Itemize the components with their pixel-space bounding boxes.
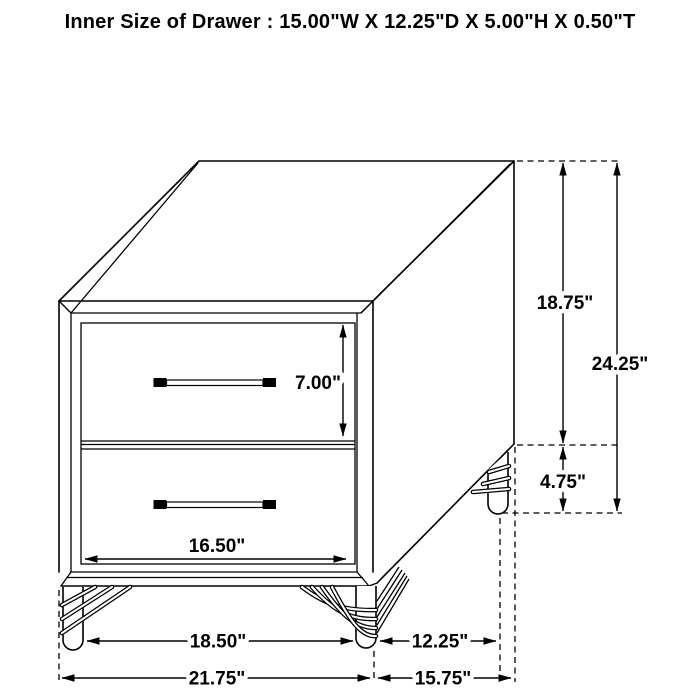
drawer-2 xyxy=(154,500,277,509)
dimension-overall-height xyxy=(592,163,649,511)
base-molding xyxy=(61,572,377,586)
dimension-overall-depth xyxy=(378,669,511,690)
dimension-drawer-front-height xyxy=(295,325,343,436)
dimension-case-height xyxy=(537,163,594,443)
leg-height-label: 4.75" xyxy=(540,472,586,493)
overall-height-label: 24.25" xyxy=(591,354,649,375)
drawer-2-handle xyxy=(154,500,277,509)
top-bevel-left xyxy=(71,163,198,313)
page-title: Inner Size of Drawer : 15.00"W X 12.25"D X 5.00"H X 0.50"T xyxy=(64,11,636,33)
drawer-1 xyxy=(154,378,277,387)
drawer-front-width-label: 16.50" xyxy=(188,536,246,557)
drawer-opening xyxy=(81,323,355,564)
overall-depth-label: 15.75" xyxy=(414,668,472,690)
top-miter-right xyxy=(361,301,373,313)
cabinet xyxy=(59,161,514,586)
dimension-leg-height xyxy=(540,447,586,511)
handle-bar xyxy=(167,502,264,508)
base-flare-right xyxy=(357,572,369,586)
cabinet-side-panel xyxy=(377,161,514,583)
wire-accents xyxy=(62,466,509,636)
base-flare-left xyxy=(61,572,71,586)
handle-right-cap xyxy=(263,500,276,509)
handle-right-cap xyxy=(263,378,276,387)
side-leg-spacing-label: 12.25" xyxy=(411,631,469,653)
drawer-1-handle xyxy=(154,378,277,387)
handle-left-cap xyxy=(154,378,167,387)
dimension-overall-width xyxy=(62,669,370,690)
top-outline xyxy=(59,161,514,301)
top-bevel-right xyxy=(361,164,510,313)
dimension-front-leg-spacing xyxy=(87,632,353,653)
drawer-front-height-label: 7.00" xyxy=(295,373,341,394)
top-miter-left xyxy=(59,301,71,313)
front-leg-spacing-label: 18.50" xyxy=(189,631,247,653)
handle-bar xyxy=(167,380,264,386)
legs xyxy=(63,452,508,650)
case-height-label: 18.75" xyxy=(536,293,594,314)
cabinet-front xyxy=(59,301,373,572)
handle-left-cap xyxy=(154,500,167,509)
dimension-side-leg-spacing xyxy=(380,632,496,653)
cabinet-top xyxy=(59,161,514,313)
front-right-leg-side-fan xyxy=(377,567,409,633)
overall-width-label: 21.75" xyxy=(188,668,246,690)
base-corner-wedge xyxy=(369,583,377,586)
dimension-drawer-front-width xyxy=(85,536,346,559)
